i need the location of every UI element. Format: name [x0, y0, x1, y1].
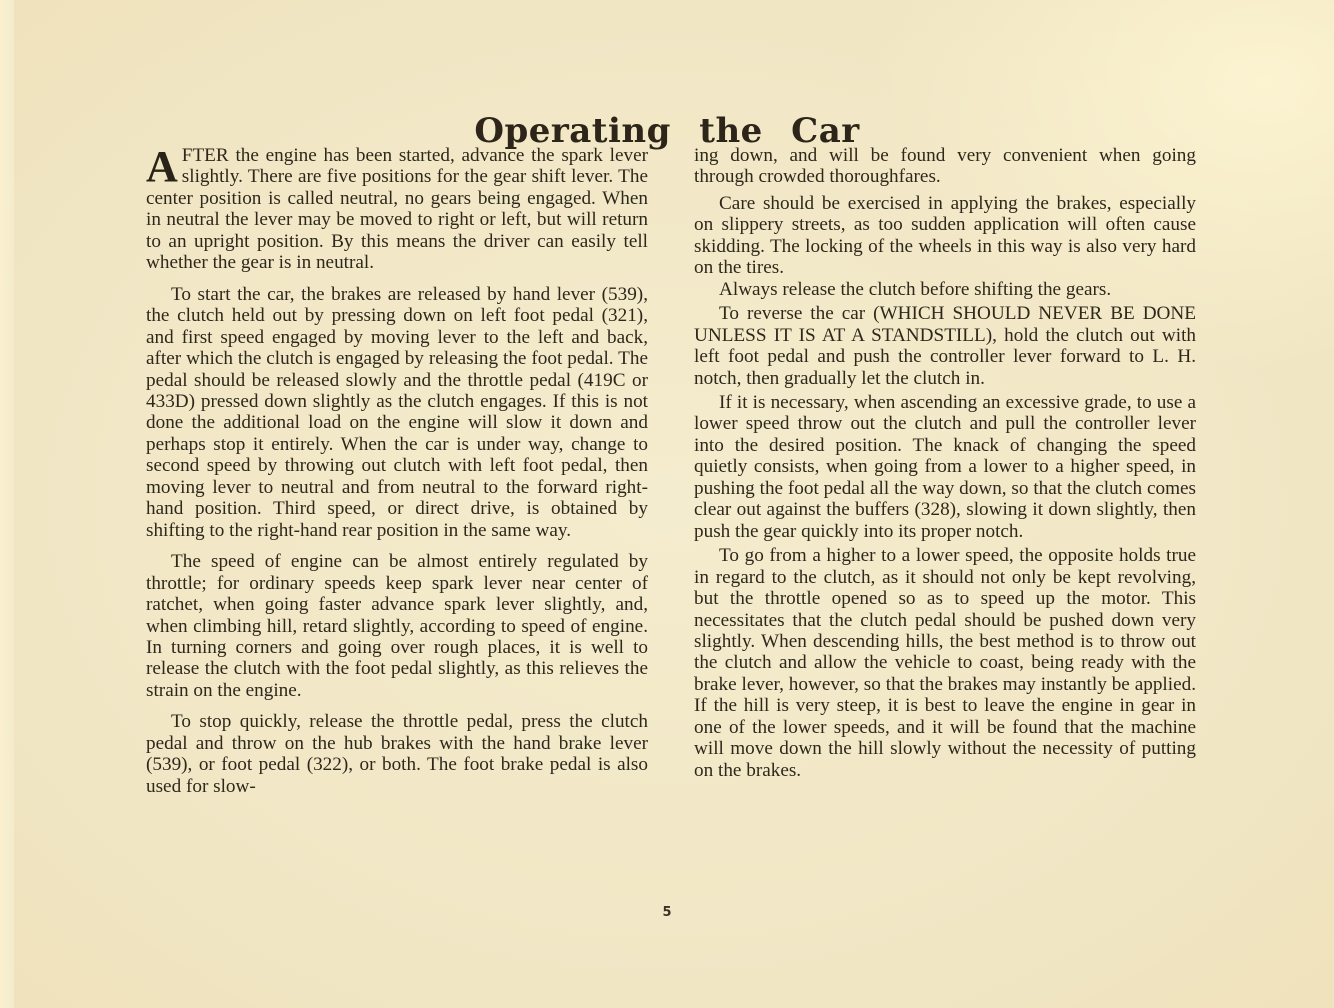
- paragraph-ascending-grade: If it is necessary, when ascending an excessive grade, to use a lower speed throw out the clutch and pull the controller lever into the desired position. The knack of changing the speed quietly consists, when going from a lower to a higher speed, in pushing the foot pedal all the way down, so that the clutch comes clear out against the buffers (328), slowing it down slightly, then push the gear quickly into its proper notch.: [694, 391, 1196, 542]
- right-text-column: [694, 145, 1196, 781]
- paragraph-intro: [146, 142, 648, 274]
- page-number: 5: [662, 905, 672, 920]
- paragraph-release-clutch: Always release the clutch before shifting the gears.: [719, 278, 1112, 300]
- paragraph-starting-car: To start the car, the brakes are released by hand lever (539), the clutch held out by pressing down on left foot pedal (321), and first speed engaged by moving lever to the left and back, after which the clutch is engaged by releasing the foot pedal. The pedal should be released slowly and the throttle pedal (419C or 433D) pressed down slightly as the clutch engages. If this is not done the additional load on the engine will slow it down and perhaps stop it entirely. When the car is under way, change to second speed by throwing out clutch with left foot pedal, then moving lever to neutral and from neutral to the forward right-hand position. Third speed, or direct drive, is obtained by shifting to the right-hand rear position in the same way.: [146, 283, 648, 541]
- drop-cap-letter: A: [146, 142, 178, 191]
- left-text-column: [146, 142, 648, 797]
- paragraph-braking-care: Care should be exercised in applying the brakes, especially on slippery streets, as too sudden application will often cause skidding. The locking of the wheels in this way is also very hard on the tires.: [694, 192, 1196, 279]
- paragraph-stopping: To stop quickly, release the throttle pedal, press the clutch pedal and throw on the hub brakes with the hand brake lever (539), or foot pedal (322), or both. The foot brake pedal is also used for slow-: [146, 711, 648, 797]
- paragraph-text: FTER the engine has been started, advance the spark lever slightly. There are five positions for the gear shift lever. The center position is called neutral, no gears being engaged. When in neutral the lever may be moved to right or left, but will return to an upright position. By this means the driver can easily tell whether the gear is in neutral.: [146, 145, 648, 274]
- paragraph-downshifting: To go from a higher to a lower speed, the opposite holds true in regard to the clutch, as it should not only be kept revolving, but the throttle opened so as to speed up the motor. This necessitates that the clutch pedal should be pushed down very slightly. When descending hills, the best method is to throw out the clutch and allow the vehicle to coast, being ready with the brake lever, however, so that the brakes may instantly be applied. If the hill is very steep, it is best to leave the engine in gear in one of the lower speeds, and it will be found that the machine will move down the hill slowly without the necessity of putting on the brakes.: [694, 545, 1196, 781]
- paragraph-engine-speed: The speed of engine can be almost entirely regulated by throttle; for ordinary speeds keep spark lever near center of ratchet, when going faster advance spark lever slightly, and, when climbing hill, retard slightly, according to speed of engine. In turning corners and going over rough places, it is well to release the clutch with the foot pedal slightly, as this relieves the strain on the engine.: [146, 551, 648, 701]
- page-title: Operating the Car: [474, 110, 860, 151]
- paragraph-reversing: To reverse the car (WHICH SHOULD NEVER BE DONE UNLESS IT IS AT A STANDSTILL), hold the clutch out with left foot pedal and push the controller lever forward to L. H. notch, then gradually let the clutch in.: [694, 303, 1196, 389]
- paragraph-continuation: ing down, and will be found very convenient when going through crowded thoroughfares.: [694, 145, 1196, 188]
